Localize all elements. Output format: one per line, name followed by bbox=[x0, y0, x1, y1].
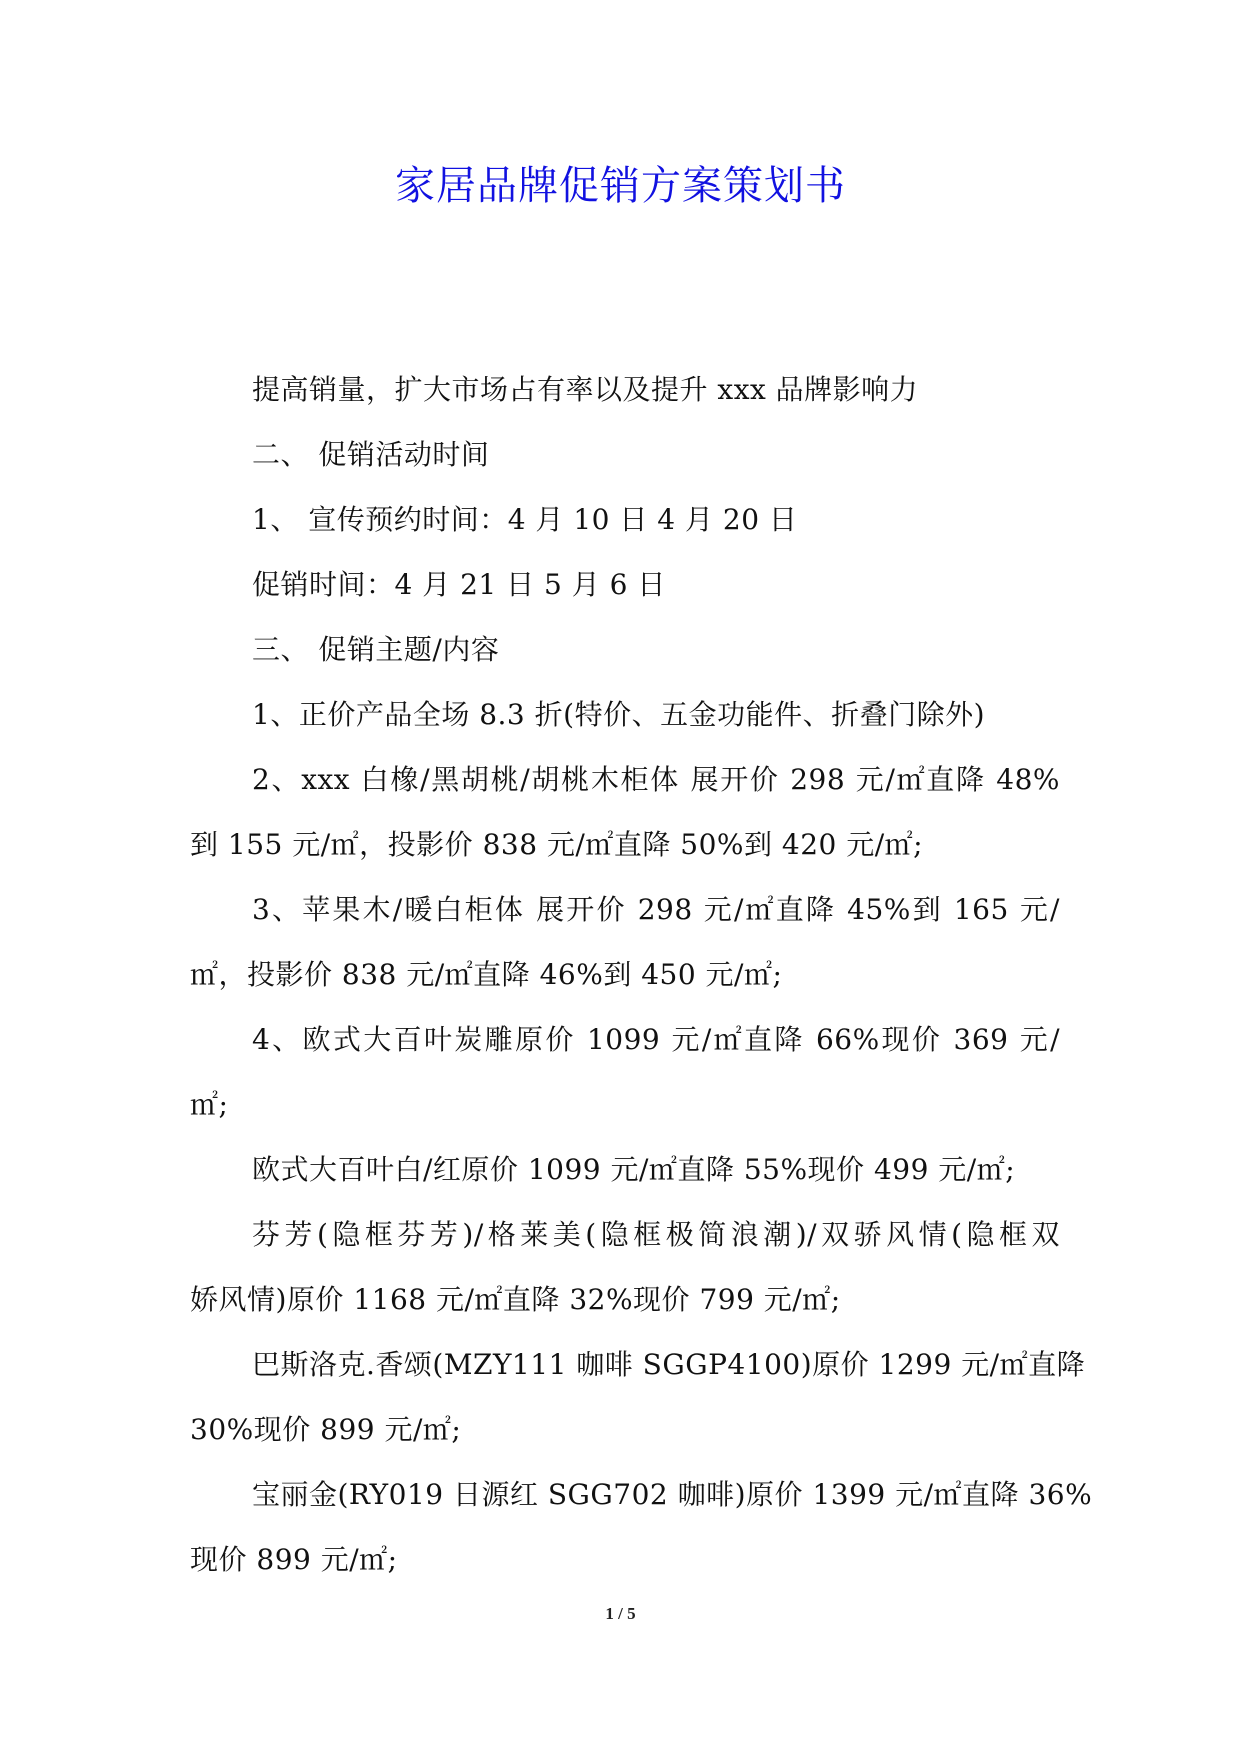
item-3-line-1: 3、苹果木/暖白柜体 展开价 298 元/㎡直降 45%到 165 元/ bbox=[252, 893, 1060, 926]
item-white-red-louver: 欧式大百叶白/红原价 1099 元/㎡直降 55%现价 499 元/㎡; bbox=[252, 1153, 1016, 1186]
paragraph-objective: 提高销量，扩大市场占有率以及提升 xxx 品牌影响力 bbox=[252, 373, 919, 406]
item-fenfang-line-1: 芬芳(隐框芬芳)/格莱美(隐框极简浪潮)/双骄风情(隐框双 bbox=[252, 1218, 1060, 1251]
document-title: 家居品牌促销方案策划书 bbox=[395, 163, 846, 209]
paragraph-promotion-time: 促销时间：4 月 21 日 5 月 6 日 bbox=[252, 568, 666, 601]
item-4-line-1: 4、欧式大百叶炭雕原价 1099 元/㎡直降 66%现价 369 元/ bbox=[252, 1023, 1060, 1056]
item-2-line-2: 到 155 元/㎡，投影价 838 元/㎡直降 50%到 420 元/㎡; bbox=[190, 828, 924, 861]
section-heading-content: 三、 促销主题/内容 bbox=[252, 633, 500, 666]
item-basiluoke-line-1: 巴斯洛克.香颂(MZY111 咖啡 SGGP4100)原价 1299 元/㎡直降 bbox=[252, 1348, 1086, 1381]
paragraph-reservation-time: 1、 宣传预约时间：4 月 10 日 4 月 20 日 bbox=[252, 503, 798, 536]
page-number: 1 / 5 bbox=[605, 1604, 636, 1623]
item-4-line-2: ㎡; bbox=[190, 1088, 229, 1121]
item-2-line-1: 2、xxx 白橡/黑胡桃/胡桃木柜体 展开价 298 元/㎡直降 48% bbox=[252, 763, 1060, 796]
item-baolijin-line-1: 宝丽金(RY019 日源红 SGG702 咖啡)原价 1399 元/㎡直降 36% bbox=[252, 1478, 1093, 1511]
section-heading-time: 二、 促销活动时间 bbox=[252, 438, 490, 471]
item-basiluoke-line-2: 30%现价 899 元/㎡; bbox=[190, 1413, 462, 1446]
item-fenfang-line-2: 娇风情)原价 1168 元/㎡直降 32%现价 799 元/㎡; bbox=[190, 1283, 841, 1316]
item-1-discount: 1、正价产品全场 8.3 折(特价、五金功能件、折叠门除外) bbox=[252, 698, 985, 731]
item-3-line-2: ㎡，投影价 838 元/㎡直降 46%到 450 元/㎡; bbox=[190, 958, 783, 991]
document-body bbox=[190, 357, 1093, 1592]
item-baolijin-line-2: 现价 899 元/㎡; bbox=[190, 1543, 398, 1576]
